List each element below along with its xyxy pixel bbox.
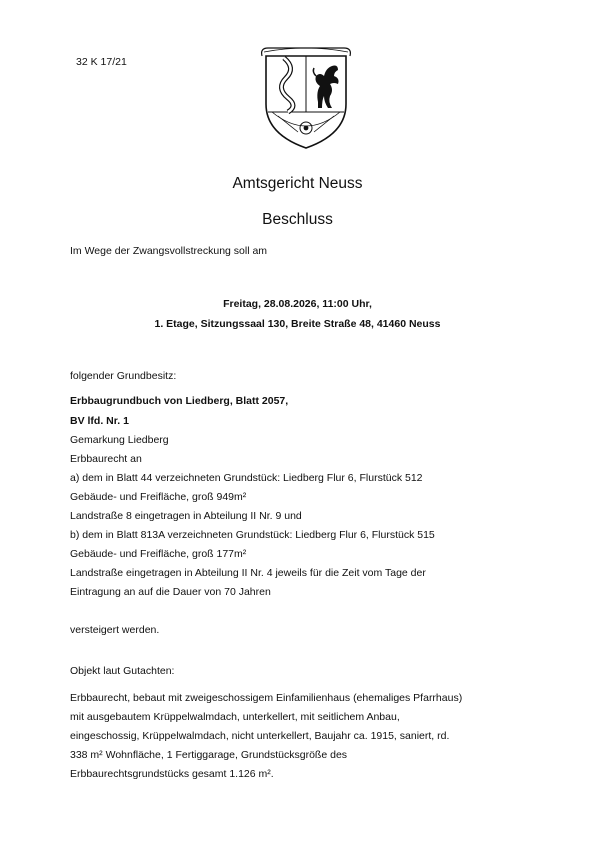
appraisal-heading: Objekt laut Gutachten: [70,665,175,677]
case-number: 32 K 17/21 [76,56,127,68]
property-line: a) dem in Blatt 44 verzeichneten Grundstück: Liedberg Flur 6, Flurstück 512 [70,472,423,484]
appraisal-line: mit ausgebautem Krüppelwalmdach, unterkellert, mit seitlichem Anbau, [70,711,400,723]
property-line: Landstraße eingetragen in Abteilung II Nr. 4 jeweils für die Zeit vom Tage der [70,567,426,579]
inventory-number: BV lfd. Nr. 1 [70,415,129,427]
register-entry: Erbbaugrundbuch von Liedberg, Blatt 2057, [70,395,289,407]
document-title: Beschluss [262,211,333,228]
auction-text: versteigert werden. [70,624,160,636]
property-line: Gebäude- und Freifläche, groß 949m² [70,491,247,503]
appraisal-line: Erbbaurechtsgrundstücks gesamt 1.126 m². [70,768,274,780]
property-line: Gemarkung Liedberg [70,434,169,446]
property-line: Landstraße 8 eingetragen in Abteilung II Nr. 9 und [70,510,302,522]
appraisal-line: eingeschossig, Krüppelwalmdach, nicht unterkellert, Baujahr ca. 1915, saniert, rd. [70,730,450,742]
appointment-location: 1. Etage, Sitzungssaal 130, Breite Straße 48, 41460 Neuss [154,318,441,330]
nrw-coat-of-arms [258,42,354,152]
intro-text: Im Wege der Zwangsvollstreckung soll am [70,245,268,257]
appointment-date: Freitag, 28.08.2026, 11:00 Uhr, [223,298,372,310]
property-line: Erbbaurecht an [70,453,142,465]
property-line: Eintragung an auf die Dauer von 70 Jahren [70,586,271,598]
court-name: Amtsgericht Neuss [232,175,363,192]
property-line: b) dem in Blatt 813A verzeichneten Grundstück: Liedberg Flur 6, Flurstück 515 [70,529,435,541]
appraisal-line: Erbbaurecht, bebaut mit zweigeschossigem Einfamilienhaus (ehemaliges Pfarrhaus) [70,692,463,704]
property-line: Gebäude- und Freifläche, groß 177m² [70,548,247,560]
appraisal-line: 338 m² Wohnfläche, 1 Fertiggarage, Grundstücksgröße des [70,749,348,761]
property-heading: folgender Grundbesitz: [70,370,177,382]
